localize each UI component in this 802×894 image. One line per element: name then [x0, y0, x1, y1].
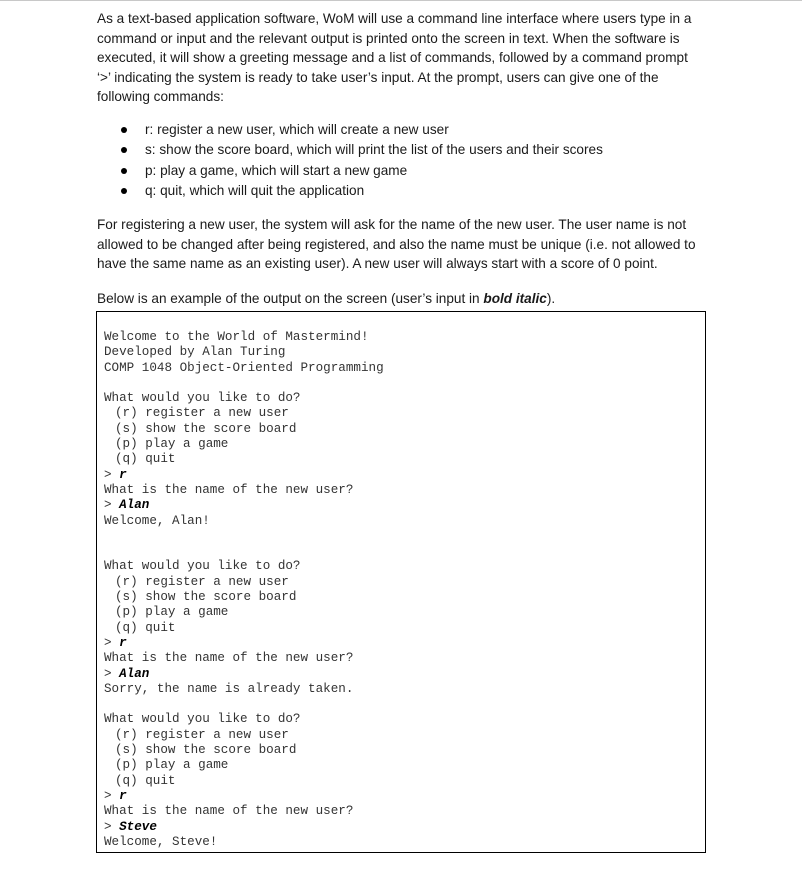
menu-option: (s) show the score board: [115, 590, 297, 605]
document-body: [97, 9, 709, 308]
name-question: What is the name of the new user?: [104, 482, 354, 497]
menu-option: (q) quit: [115, 620, 176, 635]
user-input-line: [104, 636, 384, 651]
text-line: As a text-based application software, WoM will use a command line interface where users type in a: [97, 11, 692, 26]
prompt-symbol: >: [104, 788, 120, 803]
menu-option: (s) show the score board: [115, 421, 297, 436]
list-item-text: p: play a game, which will start a new game: [145, 162, 408, 178]
caption-end: ).: [546, 290, 556, 306]
bullet-icon: [121, 168, 127, 174]
greeting-line: Developed by Alan Turing: [104, 345, 286, 360]
user-input-line: [104, 667, 384, 682]
menu-option: (r) register a new user: [115, 727, 289, 742]
list-item: [97, 120, 709, 141]
text-line: For registering a new user, the system will ask for the name of the new user. The user name is not: [97, 216, 687, 232]
caption-text: Below is an example of the output on the screen (user’s input in: [97, 290, 484, 306]
menu-prompt: What would you like to do?: [104, 391, 301, 406]
name-question: What is the name of the new user?: [104, 804, 354, 819]
system-response: Sorry, the name is already taken.: [104, 681, 354, 696]
example-caption: [97, 289, 709, 309]
menu-option: (q) quit: [115, 452, 176, 467]
intro-paragraph: [97, 9, 709, 107]
list-item: [97, 181, 709, 202]
user-input-line: [104, 820, 384, 835]
greeting-line: Welcome to the World of Mastermind!: [104, 330, 369, 344]
greeting-line: COMP 1048 Object-Oriented Programming: [104, 360, 384, 375]
bullet-icon: [121, 127, 127, 133]
register-paragraph: [97, 215, 709, 274]
menu-option: (r) register a new user: [115, 574, 289, 589]
text-line: command or input and the relevant output is printed onto the screen in text. When the software is: [97, 30, 680, 46]
list-item: [97, 161, 709, 182]
menu-option: (s) show the score board: [115, 743, 297, 758]
user-name-input: Alan: [119, 498, 150, 513]
list-item: [97, 140, 709, 161]
prompt-symbol: >: [104, 467, 120, 482]
bullet-icon: [121, 188, 127, 194]
menu-option: (q) quit: [115, 773, 176, 788]
page-top-rule: [0, 0, 802, 1]
name-question: What is the name of the new user?: [104, 651, 354, 666]
user-input-line: [104, 789, 384, 804]
user-input-line: [104, 498, 384, 513]
list-item-text: r: register a new user, which will create a new user: [145, 121, 449, 137]
menu-option: (p) play a game: [115, 758, 229, 773]
bullet-icon: [121, 147, 127, 153]
menu-option: (r) register a new user: [115, 406, 289, 421]
system-response: Welcome, Alan!: [104, 513, 210, 528]
menu-option: (p) play a game: [115, 605, 229, 620]
user-name-input: Steve: [119, 819, 157, 834]
text-line: executed, it will show a greeting message and a list of commands, followed by a command prompt: [97, 50, 688, 66]
text-line: ‘>’ indicating the system is ready to take user’s input. At the prompt, users can give one of the: [97, 69, 659, 85]
user-name-input: Alan: [119, 666, 150, 681]
prompt-symbol: >: [104, 635, 120, 650]
user-command: r: [119, 635, 127, 650]
menu-prompt: What would you like to do?: [104, 712, 301, 727]
terminal-example-box: [96, 311, 706, 853]
prompt-symbol: >: [104, 666, 120, 681]
list-item-text: s: show the score board, which will print the list of the users and their scores: [145, 142, 603, 158]
terminal-output: [104, 330, 384, 850]
user-command: r: [119, 788, 127, 803]
user-command: r: [119, 467, 127, 482]
caption-emphasis: bold italic: [483, 290, 547, 306]
text-line: following commands:: [97, 89, 224, 105]
command-list: [97, 120, 709, 202]
text-line: have the same name as an existing user). A new user will always start with a score of 0 point.: [97, 256, 658, 272]
menu-option: (p) play a game: [115, 437, 229, 452]
user-input-line: [104, 468, 384, 483]
prompt-symbol: >: [104, 498, 120, 513]
list-item-text: q: quit, which will quit the application: [145, 183, 365, 199]
menu-prompt: What would you like to do?: [104, 559, 301, 574]
prompt-symbol: >: [104, 819, 120, 834]
system-response: Welcome, Steve!: [104, 834, 218, 849]
text-line: allowed to be changed after being registered, and also the name must be unique (i.e. not allowed to: [97, 236, 696, 252]
